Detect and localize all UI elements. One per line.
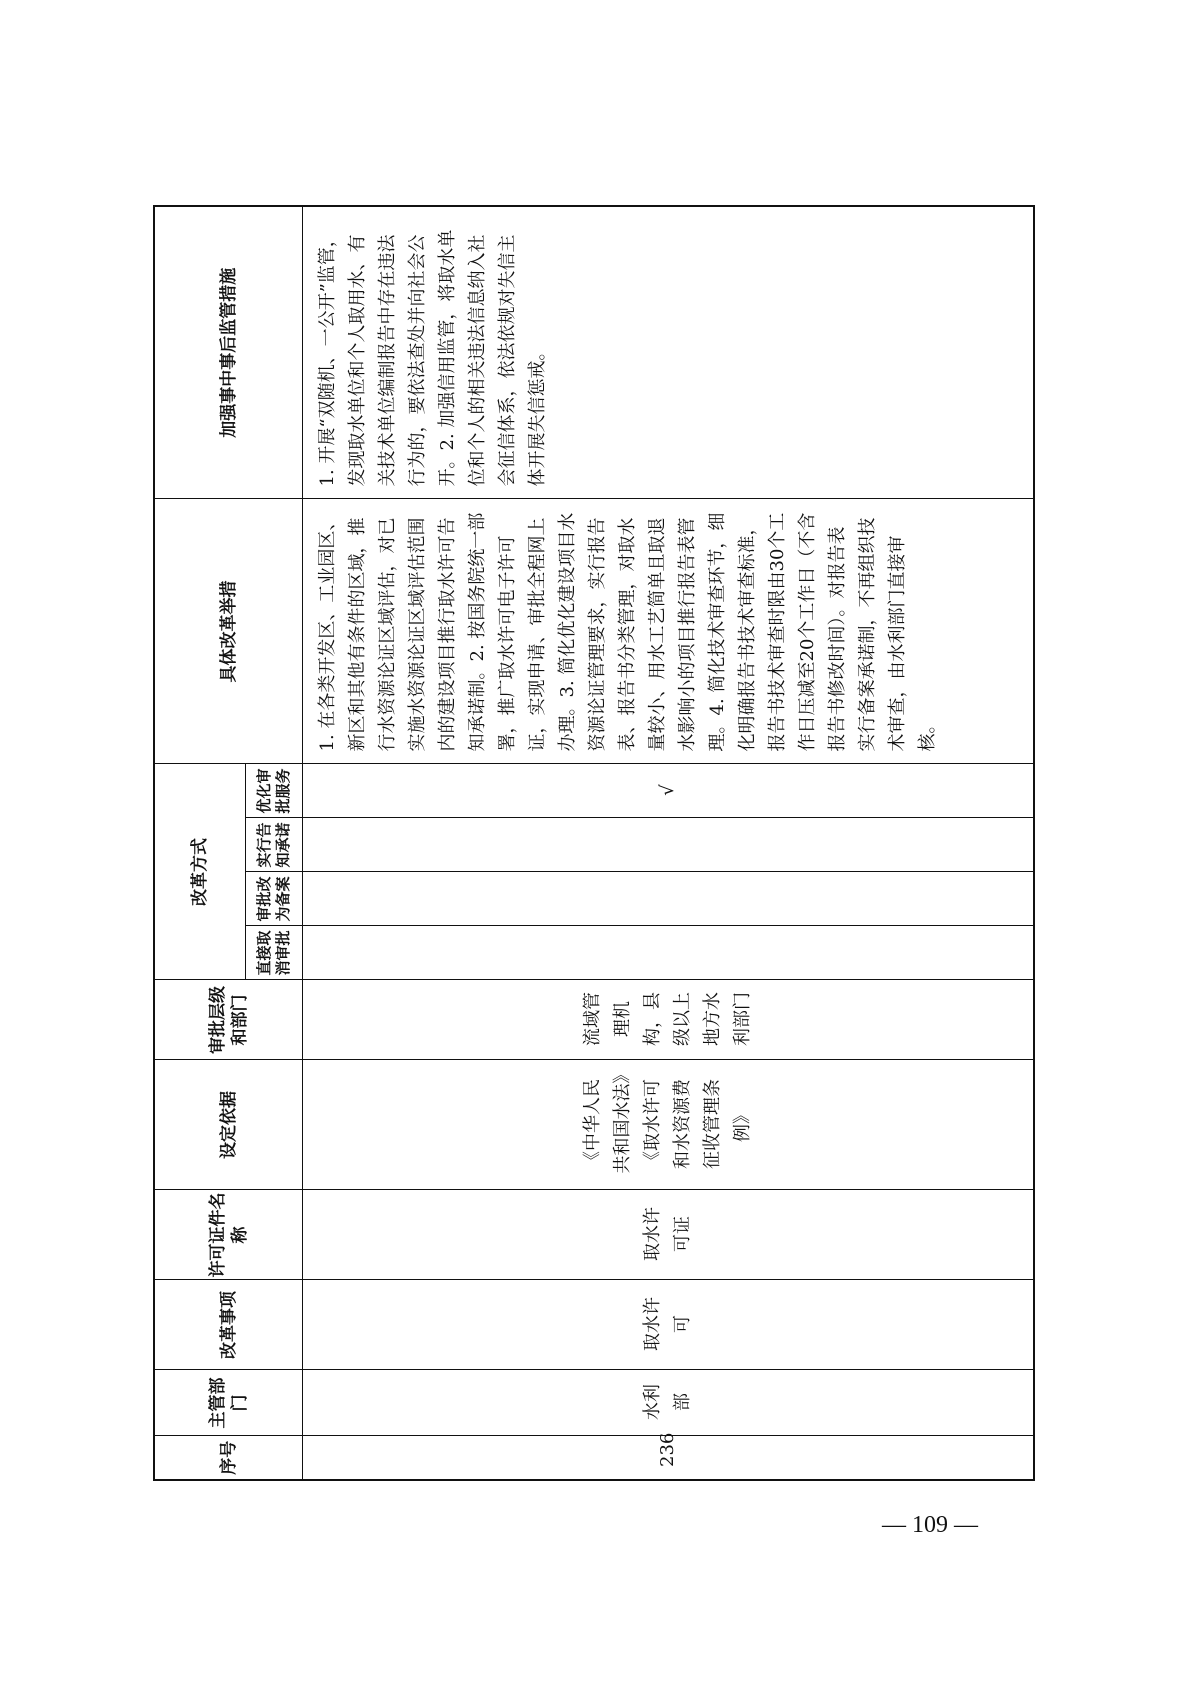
header-basis: 设定依据 [154, 1060, 303, 1190]
table-row [303, 206, 1035, 1480]
rotated-page-body [153, 207, 1035, 1481]
header-mode-notify: 实行告知承诺 [246, 818, 303, 872]
cell-item: 取水许可 [303, 1280, 1035, 1370]
cell-supervision: 1. 开展“双随机、一公开”监管，发现取水单位和个人取用水、有关技术单位编制报告中存在违法行为的，要依法查处并向社会公开。2. 加强信用监管，将取水单位和个人的相关违法信息纳入社会征信体系，依法依规对失信主体开展失信惩戒。 [303, 206, 1035, 499]
header-license: 许可证件名称 [154, 1190, 303, 1280]
cell-measures: 1. 在各类开发区、工业园区、新区和其他有条件的区域，推行水资源论证区域评估，对已实施水资源论证区域评估范围内的建设项目推行取水许可告知承诺制。2. 按国务院统一部署，推广取水许可电子许可证，实现申请、审批全程网上办理。3. 简化优化建设项目水资源论证管理要求，实行报告表、报告书分类管理，对取水量较小、用水工艺简单且取退水影响小的项目推行报告表管理。4. 简化技术审查环节，细化明确报告书技术审查标准，报告书技术审查时限由30个工作日压减至20个工作日（不含报告书修改时间）。对报告表实行备案承诺制，不再组织技术审查，由水利部门直接审核。 [303, 499, 1035, 764]
header-dept: 主管部门 [154, 1370, 303, 1436]
cell-license: 取水许可证 [303, 1190, 1035, 1280]
header-mode-optimize: 优化审批服务 [246, 764, 303, 818]
cell-mode-notify [303, 818, 1035, 872]
cell-mode-cancel [303, 926, 1035, 980]
header-mode-filing: 审批改为备案 [246, 872, 303, 926]
cell-seq: 236 [303, 1436, 1035, 1480]
header-seq: 序号 [154, 1436, 303, 1480]
header-item: 改革事项 [154, 1280, 303, 1370]
cell-dept: 水利部 [303, 1370, 1035, 1436]
cell-level: 流域管理机构，县级以上地方水利部门 [303, 980, 1035, 1060]
page-number: — 109 — [882, 1512, 978, 1538]
header-supervision: 加强事中事后监管措施 [154, 206, 303, 499]
cell-mode-optimize-checkmark: √ [303, 764, 1035, 818]
header-row [154, 206, 246, 1480]
header-measures: 具体改革举措 [154, 499, 303, 764]
cell-basis: 《中华人民共和国水法》《取水许可和水资源费征收管理条例》 [303, 1060, 1035, 1190]
header-reform-mode: 改革方式 [154, 764, 246, 980]
header-mode-cancel: 直接取消审批 [246, 926, 303, 980]
header-level: 审批层级和部门 [154, 980, 303, 1060]
reform-table [153, 205, 1035, 1481]
cell-mode-filing [303, 872, 1035, 926]
